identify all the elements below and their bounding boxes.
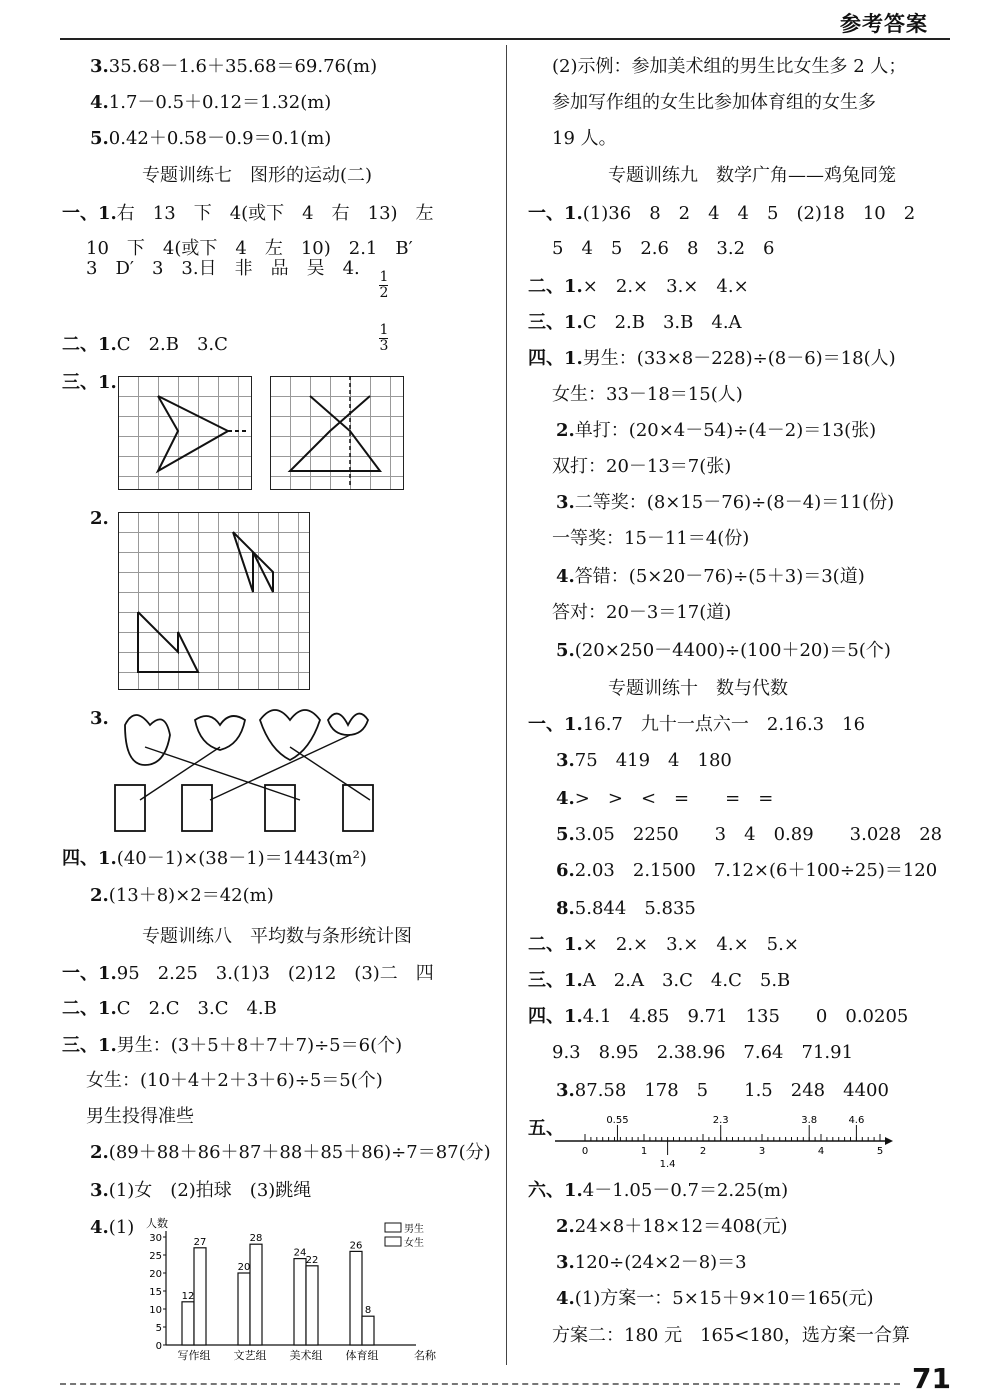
right-line-24 — [556, 898, 696, 920]
item-text: 19 人。 — [552, 128, 617, 149]
item-number: 2. — [90, 1142, 109, 1163]
item-number: 5. — [556, 640, 575, 661]
item-number: 二、1. — [528, 276, 583, 297]
item-text: × 2.× 3.× 4.× 5.× — [582, 934, 799, 955]
left-line-18 — [86, 1070, 383, 1092]
item-text: 35.68－1.6＋35.68＝69.76(m) — [108, 56, 378, 77]
chart-bar — [238, 1273, 250, 1345]
item-text: 右 13 下 4(或下 4 右 13) 左 — [116, 203, 434, 224]
left-line-11 — [90, 708, 109, 730]
right-line-26 — [528, 970, 790, 992]
item-text: (40－1)×(38－1)＝1443(m²) — [116, 848, 367, 869]
item-text: (89＋88＋86＋87＋88＋85＋86)÷7＝87(分) — [108, 1142, 491, 1163]
chart-legend-label: 男生 — [404, 1224, 424, 1235]
number-line-tick-label: 5 — [876, 1146, 884, 1157]
item-number: 四、1. — [62, 848, 117, 869]
item-text: 1.7－0.5＋0.12＝1.32(m) — [108, 92, 332, 113]
left-line-21 — [90, 1180, 311, 1202]
chart-bar — [294, 1259, 306, 1345]
right-line-16 — [552, 602, 731, 624]
right-line-21 — [556, 788, 773, 810]
item-number: 2. — [556, 420, 575, 441]
left-line-16 — [62, 998, 277, 1020]
item-text: 专题训练十 数与代数 — [608, 678, 788, 699]
right-line-19 — [528, 714, 865, 736]
fractions-row — [368, 248, 397, 354]
chart-legend-label: 女生 — [404, 1238, 424, 1249]
right-line-6 — [552, 238, 775, 260]
number-line-tick-label: 0 — [581, 1146, 589, 1157]
item-text: 87.58 178 5 1.5 248 4400 — [574, 1080, 889, 1101]
item-text: 10 下 4(或下 4 左 10) 2.1 B′ — [86, 238, 413, 259]
chart-ytick-label: 5 — [155, 1323, 162, 1334]
item-text: (1) — [108, 1217, 135, 1238]
left-line-17 — [62, 1035, 402, 1057]
number-line-tick-label: 2 — [699, 1146, 707, 1157]
item-text: 75 419 4 180 — [574, 750, 732, 771]
item-text: 双打：20－13＝7(张) — [552, 456, 732, 477]
item-text: (13＋8)×2＝42(m) — [108, 885, 274, 906]
right-line-11 — [556, 420, 876, 442]
number-line-tick-label: 3 — [758, 1146, 766, 1157]
item-text: 3.05 2250 3 4 0.89 3.028 28 — [574, 824, 943, 845]
right-line-14 — [552, 528, 749, 550]
chart-bar — [350, 1251, 362, 1345]
item-number: 一、1. — [528, 714, 583, 735]
item-text: 女生：(10＋4＋2＋3＋6)÷5＝5(个) — [86, 1070, 383, 1091]
chart-ylabel: 人数 — [146, 1217, 168, 1230]
chart-bar — [182, 1302, 194, 1345]
item-text: 5 4 5 2.6 8 3.2 6 — [552, 238, 775, 259]
left-line-12 — [62, 848, 367, 870]
chart-data-label: 12 — [181, 1290, 195, 1302]
item-text: 男生投得准些 — [86, 1106, 194, 1127]
right-line-28 — [552, 1042, 853, 1064]
chart-legend-swatch — [385, 1237, 401, 1246]
right-line-23 — [556, 860, 937, 882]
item-text: 答错：(5×20－76)÷(5＋3)＝3(道) — [574, 566, 865, 587]
grid-figure-1b-shape — [270, 376, 402, 488]
item-text: 120÷(24×2－8)＝3 — [574, 1252, 747, 1273]
item-text: 24×8＋18×12＝408(元) — [574, 1216, 788, 1237]
chart-category-label: 美术组 — [289, 1349, 323, 1362]
item-text: 2.03 2.1500 7.12×(6＋100÷25)＝120 — [574, 860, 938, 881]
item-number: 五、 — [528, 1118, 564, 1139]
chart-ytick-label: 20 — [149, 1269, 162, 1280]
item-text: 男生：(3＋5＋8＋7＋7)÷5＝6(个) — [116, 1035, 403, 1056]
item-number: 3. — [90, 1180, 109, 1201]
item-number: 三、1. — [528, 970, 583, 991]
chart-data-label: 22 — [305, 1254, 319, 1266]
right-line-31 — [528, 1180, 788, 1202]
left-line-1 — [90, 56, 377, 78]
right-line-18 — [608, 678, 788, 700]
item-text: 二等奖：(8×15－76)÷(8－4)＝11(份) — [574, 492, 895, 513]
item-number: 一、1. — [62, 963, 117, 984]
item-number: 四、1. — [528, 348, 583, 369]
chart-bar — [306, 1266, 318, 1345]
right-line-13 — [556, 492, 894, 514]
item-text: 专题训练七 图形的运动(二) — [142, 165, 373, 186]
item-text: 一等奖：15－11＝4(份) — [552, 528, 750, 549]
right-line-4 — [608, 165, 896, 187]
right-line-3 — [552, 128, 617, 150]
left-line-15 — [62, 963, 434, 985]
left-line-4 — [142, 165, 372, 187]
item-text: A 2.A 3.C 4.C 5.B — [582, 970, 791, 991]
number-line-arrow — [885, 1137, 893, 1145]
right-line-32 — [556, 1216, 788, 1238]
item-text: (1)方案一：5×15＋9×10＝165(元) — [574, 1288, 874, 1309]
item-number: 二、1. — [528, 934, 583, 955]
chart-data-label: 28 — [249, 1233, 263, 1245]
chart-category-label: 体育组 — [345, 1349, 379, 1362]
item-number: 一、1. — [528, 203, 583, 224]
number-line-mark-label: 1.4 — [659, 1159, 676, 1170]
item-text: (1)36 8 2 4 4 5 (2)18 10 2 — [582, 203, 916, 224]
item-number: 4. — [90, 92, 109, 113]
right-line-17 — [556, 640, 891, 662]
header-rule — [60, 38, 950, 40]
item-number: 六、1. — [528, 1180, 583, 1201]
fraction-half: $\frac{1}{2}$ — [379, 269, 389, 301]
left-line-3 — [90, 128, 331, 150]
item-text: 答对：20－3＝17(道) — [552, 602, 732, 623]
item-number: 2. — [90, 885, 109, 906]
item-number: 3. — [90, 708, 109, 729]
right-line-33 — [556, 1252, 747, 1274]
left-line-22 — [90, 1217, 134, 1239]
chart-legend-swatch — [385, 1223, 401, 1232]
item-text: 3 D′ 3 3.日 非 品 吴 4. — [86, 258, 360, 279]
item-number: 四、1. — [528, 1006, 583, 1027]
item-text: 专题训练八 平均数与条形统计图 — [142, 926, 412, 947]
right-line-25 — [528, 934, 799, 956]
item-number: 一、1. — [62, 203, 117, 224]
item-number: 三、1. — [528, 312, 583, 333]
chart-ytick-label: 10 — [149, 1305, 162, 1316]
item-text: C 2.B 3.C — [116, 334, 228, 355]
item-number: 5. — [90, 128, 109, 149]
item-number: 5. — [556, 824, 575, 845]
left-line-2 — [90, 92, 331, 114]
item-number: 三、1. — [62, 1035, 117, 1056]
number-line-mark-label: 3.8 — [801, 1115, 818, 1126]
item-number: 4. — [556, 788, 575, 809]
number-line-tick-label: 1 — [640, 1146, 648, 1157]
number-line-mark-label: 2.3 — [712, 1115, 729, 1126]
item-text: (2)示例：参加美术组的男生比女生多 2 人； — [552, 56, 907, 77]
right-line-27 — [528, 1006, 908, 1028]
chart-data-label: 27 — [193, 1236, 207, 1248]
item-text: 女生：33－18＝15(人) — [552, 384, 743, 405]
item-text: 95 2.25 3.(1)3 (2)12 (3)二 四 — [116, 963, 434, 984]
item-text: C 2.B 3.B 4.A — [582, 312, 742, 333]
item-number: 8. — [556, 898, 575, 919]
left-line-20 — [90, 1142, 491, 1164]
item-number: 3. — [556, 750, 575, 771]
item-text: 男生：(33×8－228)÷(8－6)＝18(人) — [582, 348, 896, 369]
left-line-6 — [86, 238, 413, 260]
number-line — [555, 1115, 895, 1175]
bar-chart — [140, 1215, 470, 1375]
item-number: 4. — [556, 1288, 575, 1309]
item-number: 3. — [90, 56, 109, 77]
left-line-5 — [62, 203, 434, 225]
number-line-mark-label: 0.55 — [606, 1115, 629, 1126]
matching-figure — [110, 705, 390, 840]
right-line-2 — [552, 92, 876, 114]
right-line-15 — [556, 566, 865, 588]
chart-data-label: 26 — [349, 1240, 363, 1252]
item-number: 2. — [90, 508, 109, 529]
chart-ytick-label: 0 — [155, 1341, 162, 1352]
right-line-5 — [528, 203, 915, 225]
left-line-9 — [62, 372, 117, 394]
chart-bar — [250, 1244, 262, 1345]
item-text: 9.3 8.95 2.38.96 7.64 71.91 — [552, 1042, 854, 1063]
right-line-35 — [552, 1325, 910, 1347]
fraction-third: $\frac{1}{3}$ — [379, 322, 389, 354]
grid-figure-1a-shape — [118, 376, 250, 488]
left-line-8 — [62, 334, 228, 356]
right-line-1 — [552, 56, 906, 78]
item-text: (20×250－4400)÷(100＋20)＝5(个) — [574, 640, 891, 661]
item-number: 4. — [556, 566, 575, 587]
right-line-29 — [556, 1080, 889, 1102]
right-line-8 — [528, 312, 742, 334]
chart-data-label: 8 — [364, 1305, 372, 1317]
item-text: (1)女 (2)拍球 (3)跳绳 — [108, 1180, 312, 1201]
item-number: 2. — [556, 1216, 575, 1237]
chart-bar — [194, 1248, 206, 1345]
item-text: 0.42＋0.58－0.9＝0.1(m) — [108, 128, 332, 149]
right-line-9 — [528, 348, 896, 370]
item-text: 16.7 九十一点六一 2.16.3 16 — [582, 714, 866, 735]
item-number: 二、1. — [62, 998, 117, 1019]
footer-dash — [60, 1383, 900, 1385]
item-number: 3. — [556, 1252, 575, 1273]
chart-category-label: 写作组 — [177, 1349, 211, 1362]
item-text: 4.1 4.85 9.71 135 0 0.0205 — [582, 1006, 909, 1027]
left-line-14 — [142, 926, 412, 948]
item-text: > > < = = = — [574, 788, 774, 809]
right-line-7 — [528, 276, 749, 298]
left-line-7 — [86, 258, 360, 280]
item-number: 二、1. — [62, 334, 117, 355]
chart-ytick-label: 25 — [149, 1251, 162, 1262]
left-line-13 — [90, 885, 274, 907]
header-tag: 参考答案 — [840, 12, 928, 36]
column-divider — [506, 45, 507, 1365]
left-line-19 — [86, 1106, 194, 1128]
item-number: 3. — [556, 1080, 575, 1101]
item-number: 6. — [556, 860, 575, 881]
item-text: 参加写作组的女生比参加体育组的女生多 — [552, 92, 876, 113]
right-line-20 — [556, 750, 732, 772]
right-line-34 — [556, 1288, 874, 1310]
left-line-10 — [90, 508, 109, 530]
chart-bar — [362, 1316, 374, 1345]
number-line-mark-label: 4.6 — [848, 1115, 865, 1126]
page-number: 71 — [912, 1362, 951, 1395]
item-text: 专题训练九 数学广角——鸡兔同笼 — [608, 165, 896, 186]
chart-data-label: 20 — [237, 1262, 251, 1273]
number-line-tick-label: 4 — [817, 1146, 825, 1157]
right-line-12 — [552, 456, 731, 478]
item-number: 4. — [90, 1217, 109, 1238]
item-text: 5.844 5.835 — [574, 898, 696, 919]
item-text: 4－1.05－0.7＝2.25(m) — [582, 1180, 789, 1201]
item-number: 三、1. — [62, 372, 117, 393]
right-line-22 — [556, 824, 942, 846]
item-text: 方案二：180 元 165<180，选方案一合算 — [552, 1325, 910, 1346]
chart-category-label: 文艺组 — [233, 1349, 267, 1362]
item-text: 单打：(20×4－54)÷(4－2)＝13(张) — [574, 420, 877, 441]
grid-figure-2-shape — [118, 512, 308, 688]
chart-data-label: 24 — [293, 1247, 307, 1259]
chart-ytick-label: 30 — [149, 1233, 162, 1244]
item-number: 3. — [556, 492, 575, 513]
chart-ytick-label: 15 — [149, 1287, 162, 1298]
item-text: × 2.× 3.× 4.× — [582, 276, 749, 297]
right-line-10 — [552, 384, 743, 406]
chart-xlabel: 名称 — [414, 1349, 436, 1362]
item-text: C 2.C 3.C 4.B — [116, 998, 277, 1019]
